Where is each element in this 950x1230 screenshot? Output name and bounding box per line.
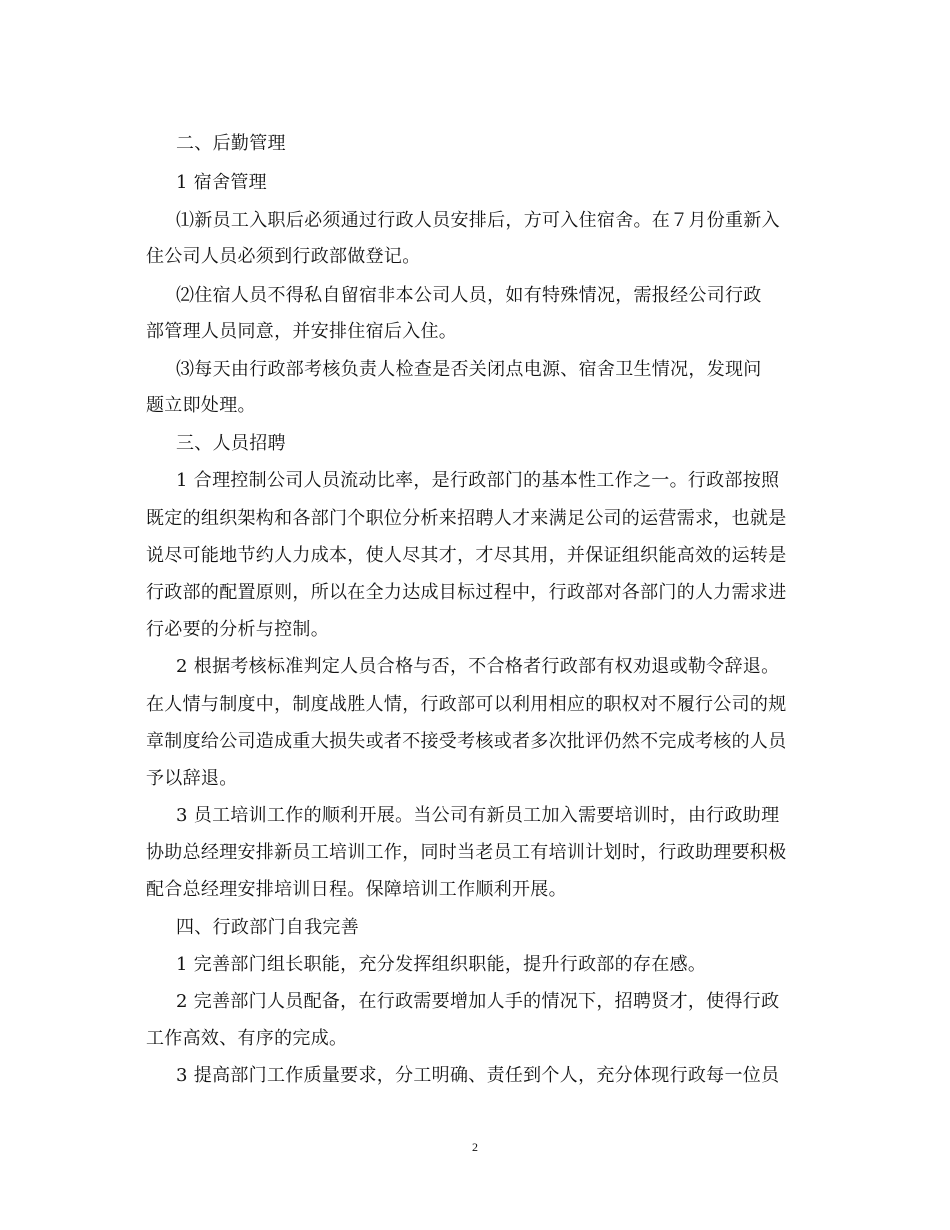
heading-logistics: 二、后勤管理 xyxy=(176,133,286,154)
paragraph-line: 协助总经理安排新员工培训工作，同时当老员工有培训计划时，行政助理要积极 xyxy=(146,842,787,863)
paragraph-line: 2 完善部门人员配备，在行政需要增加人手的情况下，招聘贤才，使得行政 xyxy=(176,991,780,1012)
paragraph-line: 配合总经理安排培训日程。保障培训工作顺利开展。 xyxy=(146,879,567,900)
paragraph-line: 1 完善部门组长职能，充分发挥组织职能，提升行政部的存在感。 xyxy=(176,954,707,975)
paragraph-line: 题立即处理。 xyxy=(146,395,256,416)
heading-self-improvement: 四、行政部门自我完善 xyxy=(176,917,359,938)
paragraph-line: 2 根据考核标准判定人员合格与否，不合格者行政部有权劝退或勒令辞退。 xyxy=(176,656,780,677)
paragraph-line: ⑶每天由行政部考核负责人检查是否关闭点电源、宿舍卫生情况，发现问 xyxy=(176,359,762,380)
subheading-dormitory: 1 宿舍管理 xyxy=(176,172,267,193)
paragraph-line: 说尽可能地节约人力成本，使人尽其才，才尽其用，并保证组织能高效的运转是 xyxy=(146,545,787,566)
paragraph-line: 工作高效、有序的完成。 xyxy=(146,1028,348,1049)
paragraph-line: 部管理人员同意，并安排住宿后入住。 xyxy=(146,321,458,342)
paragraph-line: 在人情与制度中，制度战胜人情，行政部可以利用相应的职权对不履行公司的规 xyxy=(146,694,787,715)
paragraph-line: 章制度给公司造成重大损失或者不接受考核或者多次批评仍然不完成考核的人员 xyxy=(146,731,787,752)
paragraph-line: 行必要的分析与控制。 xyxy=(146,619,329,640)
paragraph-line: 既定的组织架构和各部门个职位分析来招聘人才来满足公司的运营需求，也就是 xyxy=(146,508,787,529)
paragraph-line: 3 员工培训工作的顺利开展。当公司有新员工加入需要培训时，由行政助理 xyxy=(176,805,780,826)
paragraph-line: 3 提高部门工作质量要求，分工明确、责任到个人，充分体现行政每一位员 xyxy=(176,1065,780,1086)
paragraph-line: 1 合理控制公司人员流动比率，是行政部门的基本性工作之一。行政部按照 xyxy=(176,470,780,491)
paragraph-line: 住公司人员必须到行政部做登记。 xyxy=(146,246,421,267)
paragraph-line: ⑴新员工入职后必须通过行政人员安排后，方可入住宿舍。在７月份重新入 xyxy=(176,210,780,231)
paragraph-line: 行政部的配置原则，所以在全力达成目标过程中，行政部对各部门的人力需求进 xyxy=(146,582,787,603)
page-number: 2 xyxy=(472,1140,478,1154)
paragraph-line: ⑵住宿人员不得私自留宿非本公司人员，如有特殊情况，需报经公司行政 xyxy=(176,285,762,306)
heading-recruitment: 三、人员招聘 xyxy=(176,433,286,454)
paragraph-line: 予以辞退。 xyxy=(146,768,238,789)
